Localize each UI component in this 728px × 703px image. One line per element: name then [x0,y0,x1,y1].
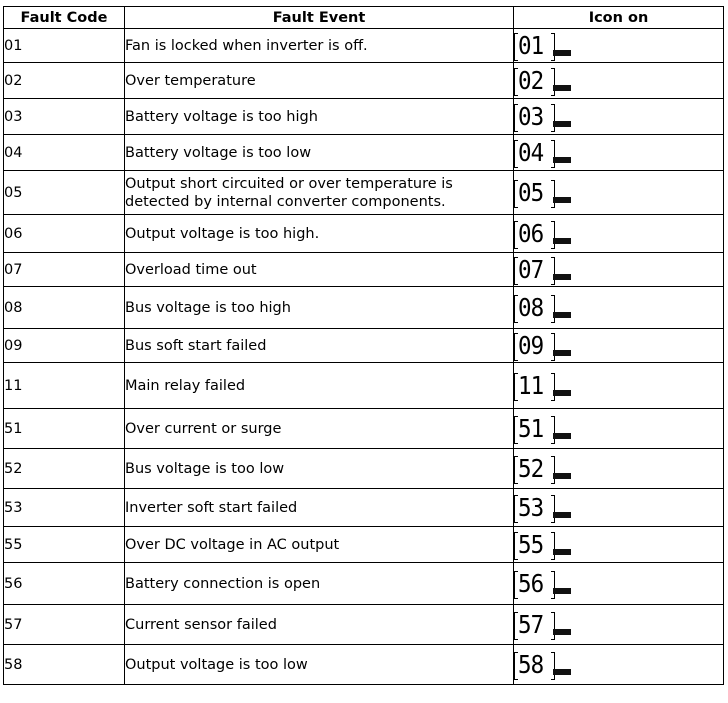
icon-cell [514,29,724,63]
error-indicator-icon [553,197,571,203]
lcd-error-icon [514,650,576,680]
lcd-digits: 58 [518,649,544,679]
lcd-error-icon [514,454,576,484]
error-indicator-icon [553,549,571,555]
lcd-bracket-right [551,333,555,361]
error-indicator-icon [553,473,571,479]
lcd-bracket-right [551,295,555,323]
table-row [4,253,724,287]
fault-code-cell: 06 [4,215,125,253]
fault-event-cell: Output short circuited or over temperature is detected by internal converter components. [125,171,514,215]
lcd-error-icon [514,293,576,323]
lcd-error-icon [514,414,576,444]
lcd-digits: 57 [518,609,544,639]
error-indicator-icon [553,238,571,244]
lcd-digits: 56 [518,568,544,598]
lcd-bracket-right [551,373,555,401]
fault-code-cell: 04 [4,135,125,171]
table-row [4,171,724,215]
lcd-error-icon [514,610,576,640]
fault-code-cell: 53 [4,489,125,527]
icon-cell [514,99,724,135]
fault-code-cell: 11 [4,363,125,409]
fault-event-cell: Battery connection is open [125,563,514,605]
fault-code-cell: 03 [4,99,125,135]
fault-event-cell: Battery voltage is too low [125,135,514,171]
fault-event-cell: Over current or surge [125,409,514,449]
header-fault-code: Fault Code [4,7,125,29]
lcd-error-icon [514,569,576,599]
fault-event-cell: Over DC voltage in AC output [125,527,514,563]
lcd-bracket-right [551,68,555,96]
fault-code-cell: 02 [4,63,125,99]
icon-cell [514,253,724,287]
table-row [4,135,724,171]
lcd-error-icon [514,371,576,401]
fault-event-cell: Overload time out [125,253,514,287]
error-indicator-icon [553,629,571,635]
fault-code-cell: 56 [4,563,125,605]
fault-event-cell: Over temperature [125,63,514,99]
header-fault-event: Fault Event [125,7,514,29]
table-row [4,29,724,63]
table-row [4,287,724,329]
error-indicator-icon [553,85,571,91]
fault-event-cell: Battery voltage is too high [125,99,514,135]
table-row [4,63,724,99]
lcd-bracket-right [551,104,555,132]
lcd-bracket-right [551,140,555,168]
lcd-bracket-right [551,532,555,560]
icon-cell [514,171,724,215]
lcd-bracket-right [551,571,555,599]
icon-cell [514,409,724,449]
lcd-bracket-right [551,652,555,680]
table-row [4,489,724,527]
header-row [4,7,724,29]
lcd-digits: 53 [518,492,544,522]
fault-event-cell: Output voltage is too high. [125,215,514,253]
lcd-error-icon [514,178,576,208]
fault-code-cell: 57 [4,605,125,645]
lcd-error-icon [514,138,576,168]
lcd-digits: 01 [518,30,544,60]
lcd-error-icon [514,66,576,96]
header-icon-on: Icon on [514,7,724,29]
lcd-digits: 02 [518,65,544,95]
lcd-error-icon [514,331,576,361]
lcd-error-icon [514,255,576,285]
lcd-error-icon [514,102,576,132]
lcd-bracket-right [551,257,555,285]
table-row [4,329,724,363]
fault-code-cell: 52 [4,449,125,489]
icon-cell [514,63,724,99]
error-indicator-icon [553,312,571,318]
lcd-digits: 06 [518,218,544,248]
lcd-digits: 07 [518,254,544,284]
error-indicator-icon [553,512,571,518]
icon-cell [514,645,724,685]
table-row [4,645,724,685]
fault-event-cell: Bus soft start failed [125,329,514,363]
error-indicator-icon [553,50,571,56]
fault-code-cell: 51 [4,409,125,449]
lcd-digits: 03 [518,101,544,131]
table-row [4,215,724,253]
icon-cell [514,329,724,363]
table-row [4,99,724,135]
lcd-error-icon [514,219,576,249]
table-row [4,363,724,409]
fault-code-cell: 08 [4,287,125,329]
lcd-bracket-right [551,495,555,523]
fault-code-cell: 01 [4,29,125,63]
error-indicator-icon [553,669,571,675]
lcd-bracket-right [551,221,555,249]
lcd-bracket-right [551,456,555,484]
lcd-digits: 09 [518,330,544,360]
lcd-digits: 51 [518,413,544,443]
table-row [4,409,724,449]
icon-cell [514,489,724,527]
icon-cell [514,135,724,171]
fault-code-table [3,6,724,685]
error-indicator-icon [553,274,571,280]
table-row [4,527,724,563]
fault-event-cell: Inverter soft start failed [125,489,514,527]
lcd-digits: 08 [518,292,544,322]
lcd-bracket-right [551,33,555,61]
lcd-error-icon [514,31,576,61]
fault-event-cell: Bus voltage is too high [125,287,514,329]
table-row [4,449,724,489]
error-indicator-icon [553,588,571,594]
lcd-digits: 55 [518,529,544,559]
fault-event-cell: Fan is locked when inverter is off. [125,29,514,63]
error-indicator-icon [553,390,571,396]
fault-code-cell: 05 [4,171,125,215]
icon-cell [514,215,724,253]
icon-cell [514,605,724,645]
lcd-bracket-right [551,416,555,444]
fault-code-cell: 07 [4,253,125,287]
icon-cell [514,563,724,605]
lcd-error-icon [514,530,576,560]
lcd-digits: 05 [518,177,544,207]
error-indicator-icon [553,433,571,439]
fault-code-cell: 55 [4,527,125,563]
icon-cell [514,287,724,329]
icon-cell [514,449,724,489]
fault-event-cell: Output voltage is too low [125,645,514,685]
fault-event-cell: Bus voltage is too low [125,449,514,489]
lcd-bracket-right [551,612,555,640]
fault-code-cell: 58 [4,645,125,685]
error-indicator-icon [553,157,571,163]
icon-cell [514,527,724,563]
table-row [4,563,724,605]
fault-event-cell: Main relay failed [125,363,514,409]
fault-event-cell: Current sensor failed [125,605,514,645]
error-indicator-icon [553,350,571,356]
lcd-error-icon [514,493,576,523]
lcd-digits: 11 [518,370,544,400]
lcd-digits: 04 [518,137,544,167]
fault-code-cell: 09 [4,329,125,363]
lcd-bracket-right [551,180,555,208]
icon-cell [514,363,724,409]
error-indicator-icon [553,121,571,127]
table-row [4,605,724,645]
lcd-digits: 52 [518,453,544,483]
